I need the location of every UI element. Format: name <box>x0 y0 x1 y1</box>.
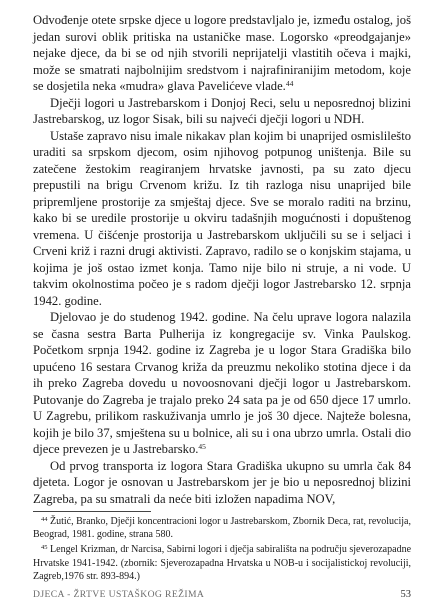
paragraph-4: Djelovao je do studenog 1942. godine. Na čelu uprave logora nalazila se časna sestra Barta Pulherija iz kongregacije sv. Vinka Paulskog. Početkom srpnja 1942. godine iz Zagreba je u logor Stara Gradiška bilo upućeno 16 sestara Crvanog križa da preuzmu nekoliko stotina djece i da ih preko Zagreba dovedu u novoosnovani dječji logor u Jastrebarskom. Putovanje do Zagreba je trajalo preko 24 sata pa je od 650 djece 17 umrlo. U Zagrebu, prilikom raskuživanja umrlo je još 30 djece. Najteže bolesna, kojih je bilo 37, smještena su u bolnice, ali su i ona ubrzo umrla. Ostali dio djece prevezen je u Jastrebarsko.$^{45}$ <box>33 310 411 456</box>
paragraph-5: Od prvog transporta iz logora Stara Gradiška ukupno su umrla čak 84 djeteta. Logor je osnovan u Jastrebarskom jer je bio u neposrednoj blizini Zagreba, pa su smatrali da neće biti izložen napadima NOV, <box>33 458 411 506</box>
page-footer <box>33 589 411 603</box>
footnote-ref-45[interactable]: 45 <box>198 442 206 451</box>
footnote-ref-44[interactable]: 44 <box>285 79 294 88</box>
footnote-divider <box>33 511 151 512</box>
body-text <box>33 12 411 507</box>
footnote-number: 45 <box>41 544 48 552</box>
footnotes <box>33 515 411 585</box>
page-number: 53 <box>400 589 411 600</box>
paragraph-2: Dječji logori u Jastrebarskom i Donjoj Reci, selu u neposrednoj blizini Jastrebarskog, uz logor Sisak, bili su najveći dječji logori u NDH. <box>33 95 411 126</box>
footnote-45: $^{45}$ Lengel Krizman, dr Narcisa, Sabirni logori i dječja sabirališta na području sjeverozapadne Hrvatske 1941-1942. (zbornik: Sjeverozapadna Hrvatska u NOB-u i socijalistickoj revoluciji, Zagreb,1976 str. 893-894.) <box>33 544 412 582</box>
footnote-44: $^{44}$ Žutić, Branko, Dječji koncentracioni logor u Jastrebarskom, Zbornik Deca, rat, revolucija, Beograd, 1981. godine, strana 580. <box>33 516 411 541</box>
running-title: DJECA - ŽRTVE USTAŠKOG REŽIMA <box>33 589 205 600</box>
footnote-number: 44 <box>41 516 48 523</box>
paragraph-3: Ustaše zapravo nisu imale nikakav plan kojim bi unaprijed osmislilešto uraditi sa srpskom djecom, osim njihovog potpunog uništenja. Bile su zatečene žestokim reagiranjem hrvatske javnosti, pa su zato djecu prepustili na brigu Crvenom križu. Iz tih razloga nisu unaprijed bile pripremljene prostorije za smještaj djece. Sve se moralo raditi na brzinu, kako bi se uredile prostorije u okviru tadašnjih mogućnosti i dopuštenog vremena. U čišćenje prostorija u Jastrebarskom uključili su se i seljaci i Crveni križ i razni drugi aktivisti. Zapravo, radilo se o konjskim stajama, u kojima je još ostao izmet konja. Tamo nije bilo ni struje, a ni vode. U takvim okolnostima počeo je s radom dječji logor Jastrebarsko 12. srpnja 1942. godine. <box>33 128 411 308</box>
paragraph-1: Odvođenje otete srpske djece u logore predstavljalo je, između ostalog, još jedan surovi oblik pritiska na ustaničke mase. Logorsko «preodgajanje» nejake djece, da bi se od njih stvorili neprijatelji vlastitih očeva i majki, može se smatrati najbolnijim sredstvom i najrafiniranijim metodom, koje se dosjetila neka «mudra» glava Pavelićeve vlade.$^{44}$ <box>33 13 411 93</box>
